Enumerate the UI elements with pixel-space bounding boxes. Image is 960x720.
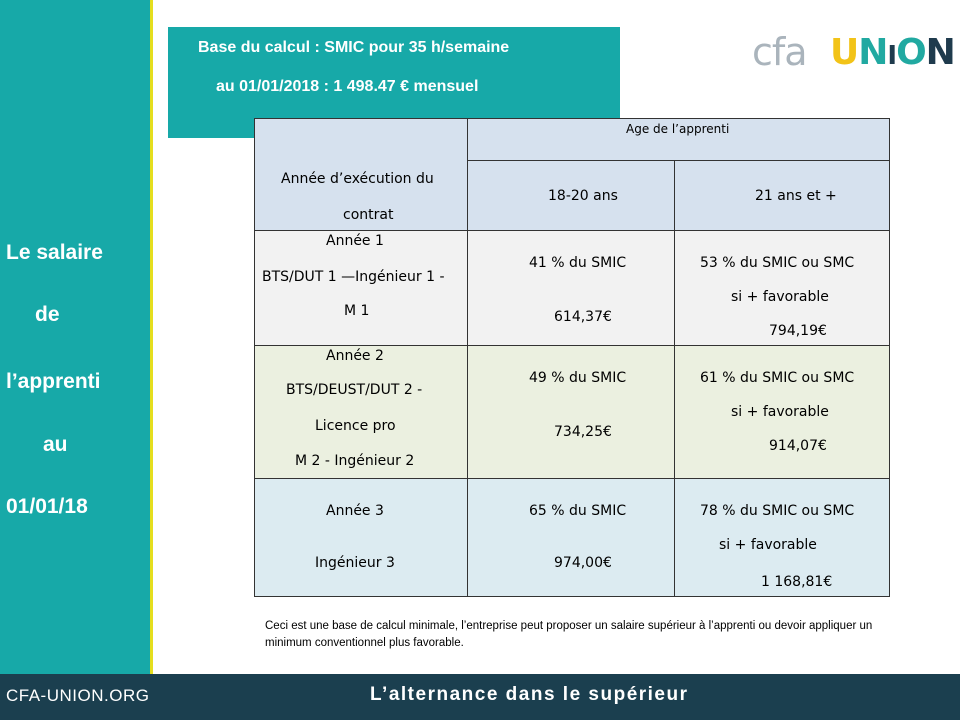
salary-table <box>254 118 890 597</box>
table-row <box>255 231 890 346</box>
header-age-21-plus-label: 21 ans et + <box>755 188 837 204</box>
row-year-1-label <box>255 231 468 346</box>
logo-cfa-text: cfa <box>752 30 807 74</box>
header-age-18-20-label: 18-20 ans <box>548 188 618 204</box>
header-contract-year <box>255 119 468 231</box>
row-year-3-col-21-plus <box>675 479 890 597</box>
row-year-2-col-21-plus <box>675 346 890 479</box>
header-contract-year-line-1: Année d’exécution du <box>281 171 434 187</box>
favorable-note: si + favorable <box>719 537 817 553</box>
row-label-line: Ingénieur 3 <box>315 555 395 571</box>
amount-value: 1 168,81€ <box>761 574 833 590</box>
row-label-line: BTS/DUT 1 —Ingénieur 1 - <box>262 269 445 285</box>
sidebar <box>0 0 150 674</box>
row-label-line: Année 3 <box>326 503 384 519</box>
footer-tagline: L’alternance dans le supérieur <box>370 684 689 705</box>
sidebar-divider <box>150 0 153 720</box>
calculation-note: Ceci est une base de calcul minimale, l’entreprise peut proposer un salaire supérieur à l’apprenti ou devoir appliquer un minimum conventionnel plus favorable. <box>265 620 873 649</box>
logo-letter-u: U <box>830 32 859 73</box>
logo-letter-n: N <box>858 32 888 73</box>
footer-website: CFA-UNION.ORG <box>6 686 150 705</box>
sidebar-title-line-5: 01/01/18 <box>6 495 88 518</box>
amount-value: 734,25€ <box>554 424 612 440</box>
favorable-note: si + favorable <box>731 289 829 305</box>
header-age-18-20 <box>468 161 675 231</box>
header-age-label: Age de l’apprenti <box>626 122 730 136</box>
calculation-base-line-2: au 01/01/2018 : 1 498.47 € mensuel <box>216 78 479 95</box>
table-row <box>255 346 890 479</box>
row-year-1-col-18-20 <box>468 231 675 346</box>
row-label-line: BTS/DEUST/DUT 2 - <box>286 382 423 398</box>
percent-value: 53 % du SMIC ou SMC <box>700 255 855 271</box>
row-label-line: M 2 - Ingénieur 2 <box>295 453 415 469</box>
calculation-base-line-1: Base du calcul : SMIC pour 35 h/semaine <box>198 39 510 56</box>
amount-value: 794,19€ <box>769 323 827 339</box>
sidebar-title-line-2: de <box>35 303 60 326</box>
table-row <box>255 479 890 597</box>
footer-bar <box>0 674 960 720</box>
favorable-note: si + favorable <box>731 404 829 420</box>
row-label-line: Année 1 <box>326 233 384 249</box>
amount-value: 974,00€ <box>554 555 612 571</box>
logo-union-text <box>830 32 955 73</box>
percent-value: 41 % du SMIC <box>529 255 627 271</box>
row-year-3-col-18-20 <box>468 479 675 597</box>
row-label-line: M 1 <box>344 303 370 319</box>
sidebar-title-line-4: au <box>43 433 68 456</box>
amount-value: 614,37€ <box>554 309 612 325</box>
row-year-1-col-21-plus <box>675 231 890 346</box>
row-year-3-label <box>255 479 468 597</box>
header-age <box>468 119 890 161</box>
logo-letter-i: I <box>887 41 897 71</box>
percent-value: 78 % du SMIC ou SMC <box>700 503 855 519</box>
header-contract-year-line-2: contrat <box>343 207 394 223</box>
percent-value: 65 % du SMIC <box>529 503 627 519</box>
row-label-line: Licence pro <box>315 418 396 434</box>
sidebar-title-line-1: Le salaire <box>6 241 103 264</box>
row-year-2-label <box>255 346 468 479</box>
amount-value: 914,07€ <box>769 438 827 454</box>
logo-letter-n2: N <box>925 32 955 73</box>
percent-value: 49 % du SMIC <box>529 370 627 386</box>
sidebar-title-line-3: l’apprenti <box>6 370 101 393</box>
row-label-line: Année 2 <box>326 348 384 364</box>
header-age-21-plus <box>675 161 890 231</box>
logo-letter-o: O <box>896 32 926 73</box>
percent-value: 61 % du SMIC ou SMC <box>700 370 855 386</box>
row-year-2-col-18-20 <box>468 346 675 479</box>
